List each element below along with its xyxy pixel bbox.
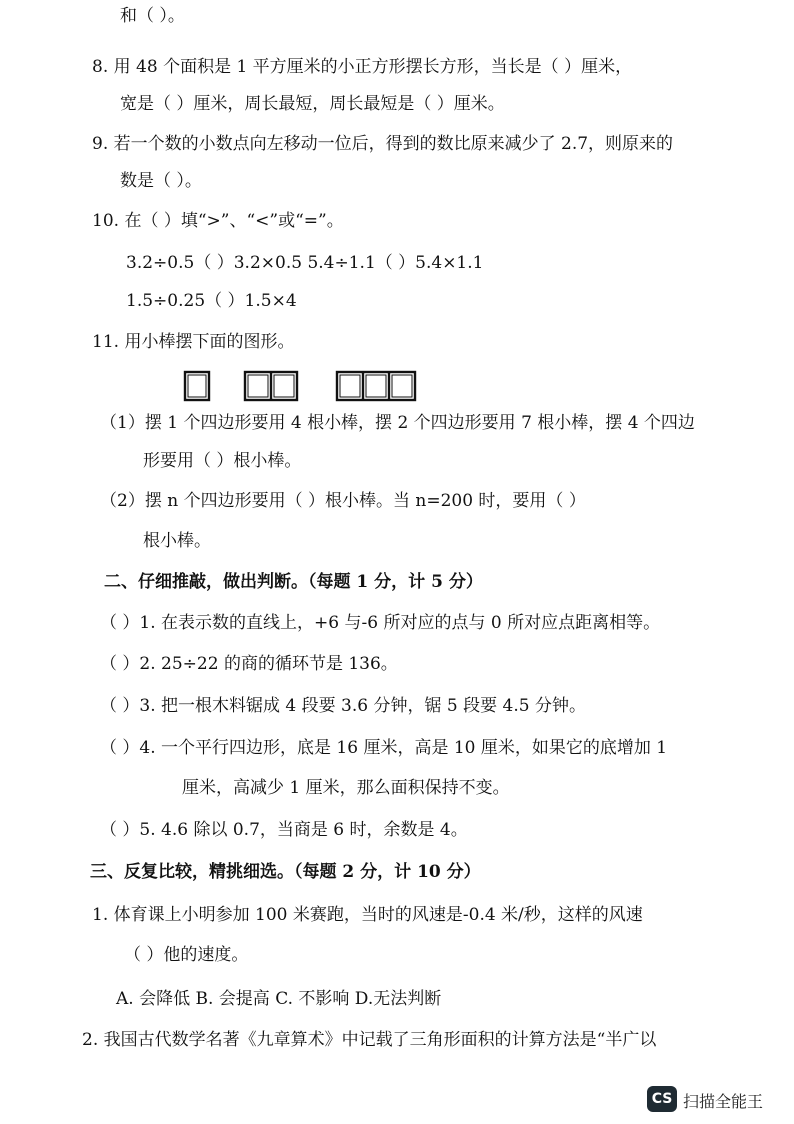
line-11: 形要用（ ）根小棒。	[143, 451, 302, 471]
line-9: 11. 用小棒摆下面的图形。	[92, 332, 295, 352]
stick-figure-1-square	[185, 372, 209, 400]
judge-item-4: （ ）4. 一个平行四边形，底是 16 厘米，高是 10 厘米，如果它的底增加 1	[100, 738, 668, 758]
line-4: 9. 若一个数的小数点向左移动一位后，得到的数比原来减少了 2.7，则原来的	[92, 134, 674, 154]
line-10: （1）摆 1 个四边形要用 4 根小棒，摆 2 个四边形要用 7 根小棒，摆 4 个四边	[100, 413, 695, 433]
line-8: 1.5÷0.25（ ）1.5×4	[126, 291, 297, 311]
choice-question-1: 1. 体育课上小明参加 100 米赛跑，当时的风速是-0.4 米/秒，这样的风速	[92, 905, 643, 925]
judge-item-1: （ ）1. 在表示数的直线上，+6 与-6 所对应的点与 0 所对应点距离相等。	[100, 613, 661, 633]
stick-figure-2-squares	[245, 372, 297, 400]
choice-question-1-cont: （ ）他的速度。	[124, 945, 249, 965]
choice-question-2: 2. 我国古代数学名著《九章算术》中记载了三角形面积的计算方法是“半广以	[82, 1030, 657, 1050]
judge-item-4-cont: 厘米，高减少 1 厘米，那么面积保持不变。	[182, 778, 510, 798]
line-2: 8. 用 48 个面积是 1 平方厘米的小正方形摆长方形，当长是（ ）厘米，	[92, 57, 633, 77]
judge-item-3: （ ）3. 把一根木料锯成 4 段要 3.6 分钟，锯 5 段要 4.5 分钟。	[100, 696, 586, 716]
camscanner-name: 扫描全能王	[683, 1092, 764, 1111]
section-3-heading: 三、反复比较，精挑细选。（每题 2 分，计 10 分）	[90, 862, 481, 882]
judge-item-5: （ ）5. 4.6 除以 0.7，当商是 6 时，余数是 4。	[100, 820, 468, 840]
camscanner-logo: CS	[647, 1086, 677, 1112]
judge-item-2: （ ）2. 25÷22 的商的循环节是 136。	[100, 654, 398, 674]
section-2-heading: 二、仔细推敲，做出判断。（每题 1 分，计 5 分）	[104, 572, 483, 592]
line-3: 宽是（ ）厘米，周长最短，周长最短是（ ）厘米。	[120, 94, 505, 114]
choice-options: A. 会降低 B. 会提高 C. 不影响 D.无法判断	[116, 989, 442, 1009]
line-5: 数是（ ）。	[120, 171, 202, 191]
line-6: 10. 在（ ）填“>”、“<”或“=”。	[92, 211, 344, 231]
stick-figure-3-squares	[337, 372, 415, 400]
line-12: （2）摆 n 个四边形要用（ ）根小棒。当 n=200 时，要用（ ）	[100, 491, 586, 511]
line-13: 根小棒。	[143, 531, 211, 551]
stick-figures-diagram	[183, 368, 423, 404]
line-7: 3.2÷0.5（ ）3.2×0.5 5.4÷1.1（ ）5.4×1.1	[126, 253, 484, 273]
line-1: 和（ ）。	[120, 6, 185, 26]
